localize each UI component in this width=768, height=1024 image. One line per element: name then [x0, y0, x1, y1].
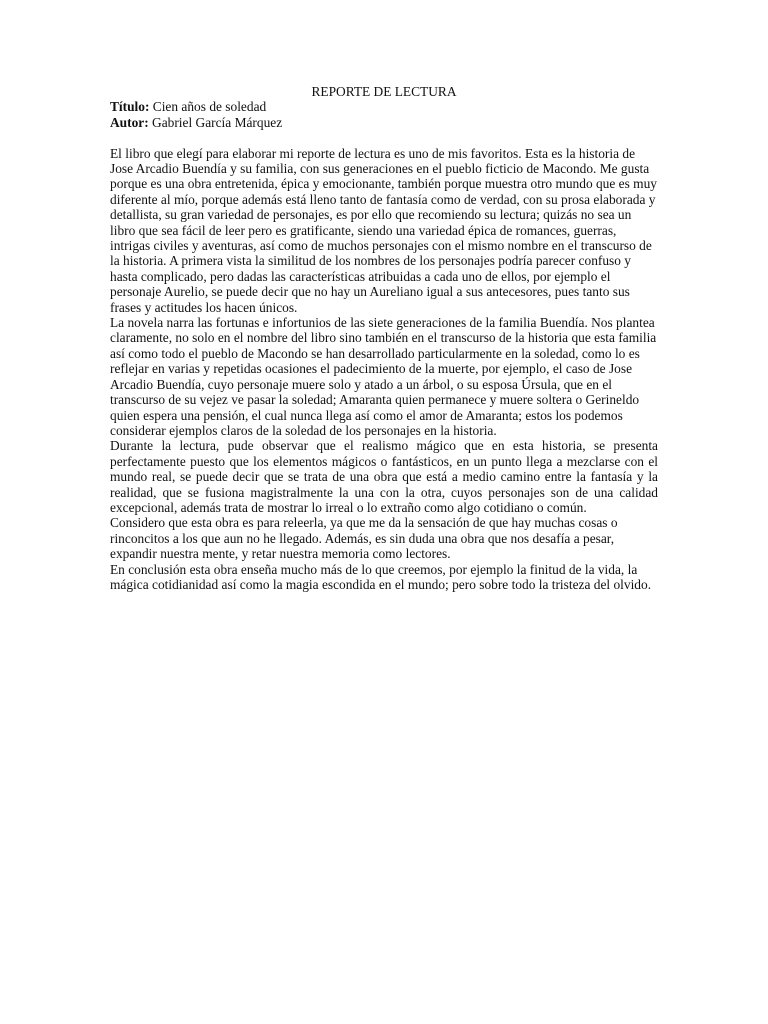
author-label: Autor: — [110, 114, 149, 130]
paragraph-magical-realism: Durante la lectura, pude observar que el realismo mágico que en esta historia, se presenta perfectamente puesto que los elementos mágicos o fantásticos, en un punto llega a mezclarse con el mundo real, se puede decir que se trata de una obra que está a medio camino entre la fantasía y la realidad, que se fusiona magistralmente la una con la otra, cuyos personajes son de una calidad excepcional, además trata de mostrar lo irreal o lo extraño como algo cotidiano o común. — [110, 438, 658, 515]
paragraph-summary: La novela narra las fortunas e infortunios de las siete generaciones de la familia Buendía. Nos plantea claramente, no solo en el nombre del libro sino también en el transcurso de la historia que esta familia así como todo el pueblo de Macondo se han desarrollado particularmente en la soledad, como lo es reflejar en varias y repetidas ocasiones el padecimiento de la muerte, por ejemplo, el caso de Jose Arcadio Buendía, cuyo personaje muere solo y atado a un árbol, o su esposa Úrsula, que en el transcurso de su vejez ve pasar la soledad; Amaranta quien permanece y muere soltera o Gerineldo quien espera una pensión, el cual nunca llega así como el amor de Amaranta; estos los podemos considerar ejemplos claros de la soledad de los personajes en la historia. — [110, 315, 657, 438]
author-line — [110, 115, 658, 130]
book-title-line — [110, 99, 658, 114]
book-title-value: Cien años de soledad — [149, 99, 267, 115]
document-page — [110, 84, 658, 592]
paragraph-introduction: El libro que elegí para elaborar mi reporte de lectura es uno de mis favoritos. Esta es la historia de Jose Arcadio Buendía y su familia, con sus generaciones en el pueblo ficticio de Macondo. Me gusta porque es una obra entretenida, épica y emocionante, también porque muestra otro mundo que es muy diferente al mío, porque además está lleno tanto de fantasía como de verdad, con su prosa elaborada y detallista, su gran variedad de personajes, es por ello que recomiendo su lectura; quizás no sea un libro que sea fácil de leer pero es gratificante, siendo una variedad épica de romances, guerras, intrigas civiles y aventuras, así como de muchos personajes con el mismo nombre en el transcurso de la historia. A primera vista la similitud de los nombres de los personajes podría parecer confuso y hasta complicado, pero dadas las características atribuidas a cada uno de ellos, por ejemplo el personaje Aurelio, se puede decir que no hay un Aureliano igual a sus antecesores, pues tanto sus frases y actitudes los hacen únicos. — [110, 145, 657, 315]
paragraph-conclusion: En conclusión esta obra enseña mucho más de lo que creemos, por ejemplo la finitud de la vida, la mágica cotidianidad así como la magia escondida en el mundo; pero sobre todo la tristeza del olvido. — [110, 561, 652, 592]
blank-line — [110, 130, 658, 145]
author-value: Gabriel García Márquez — [148, 114, 283, 130]
document-title: REPORTE DE LECTURA — [311, 84, 457, 99]
paragraph-opinion: Considero que esta obra es para releerla, ya que me da la sensación de que hay muchas cosas o rinconcitos a los que aun no he llegado. Además, es sin duda una obra que nos desafía a pesar, expandir nuestra mente, y retar nuestra memoria como lectores. — [110, 515, 618, 562]
book-title-label: Título: — [110, 99, 150, 115]
